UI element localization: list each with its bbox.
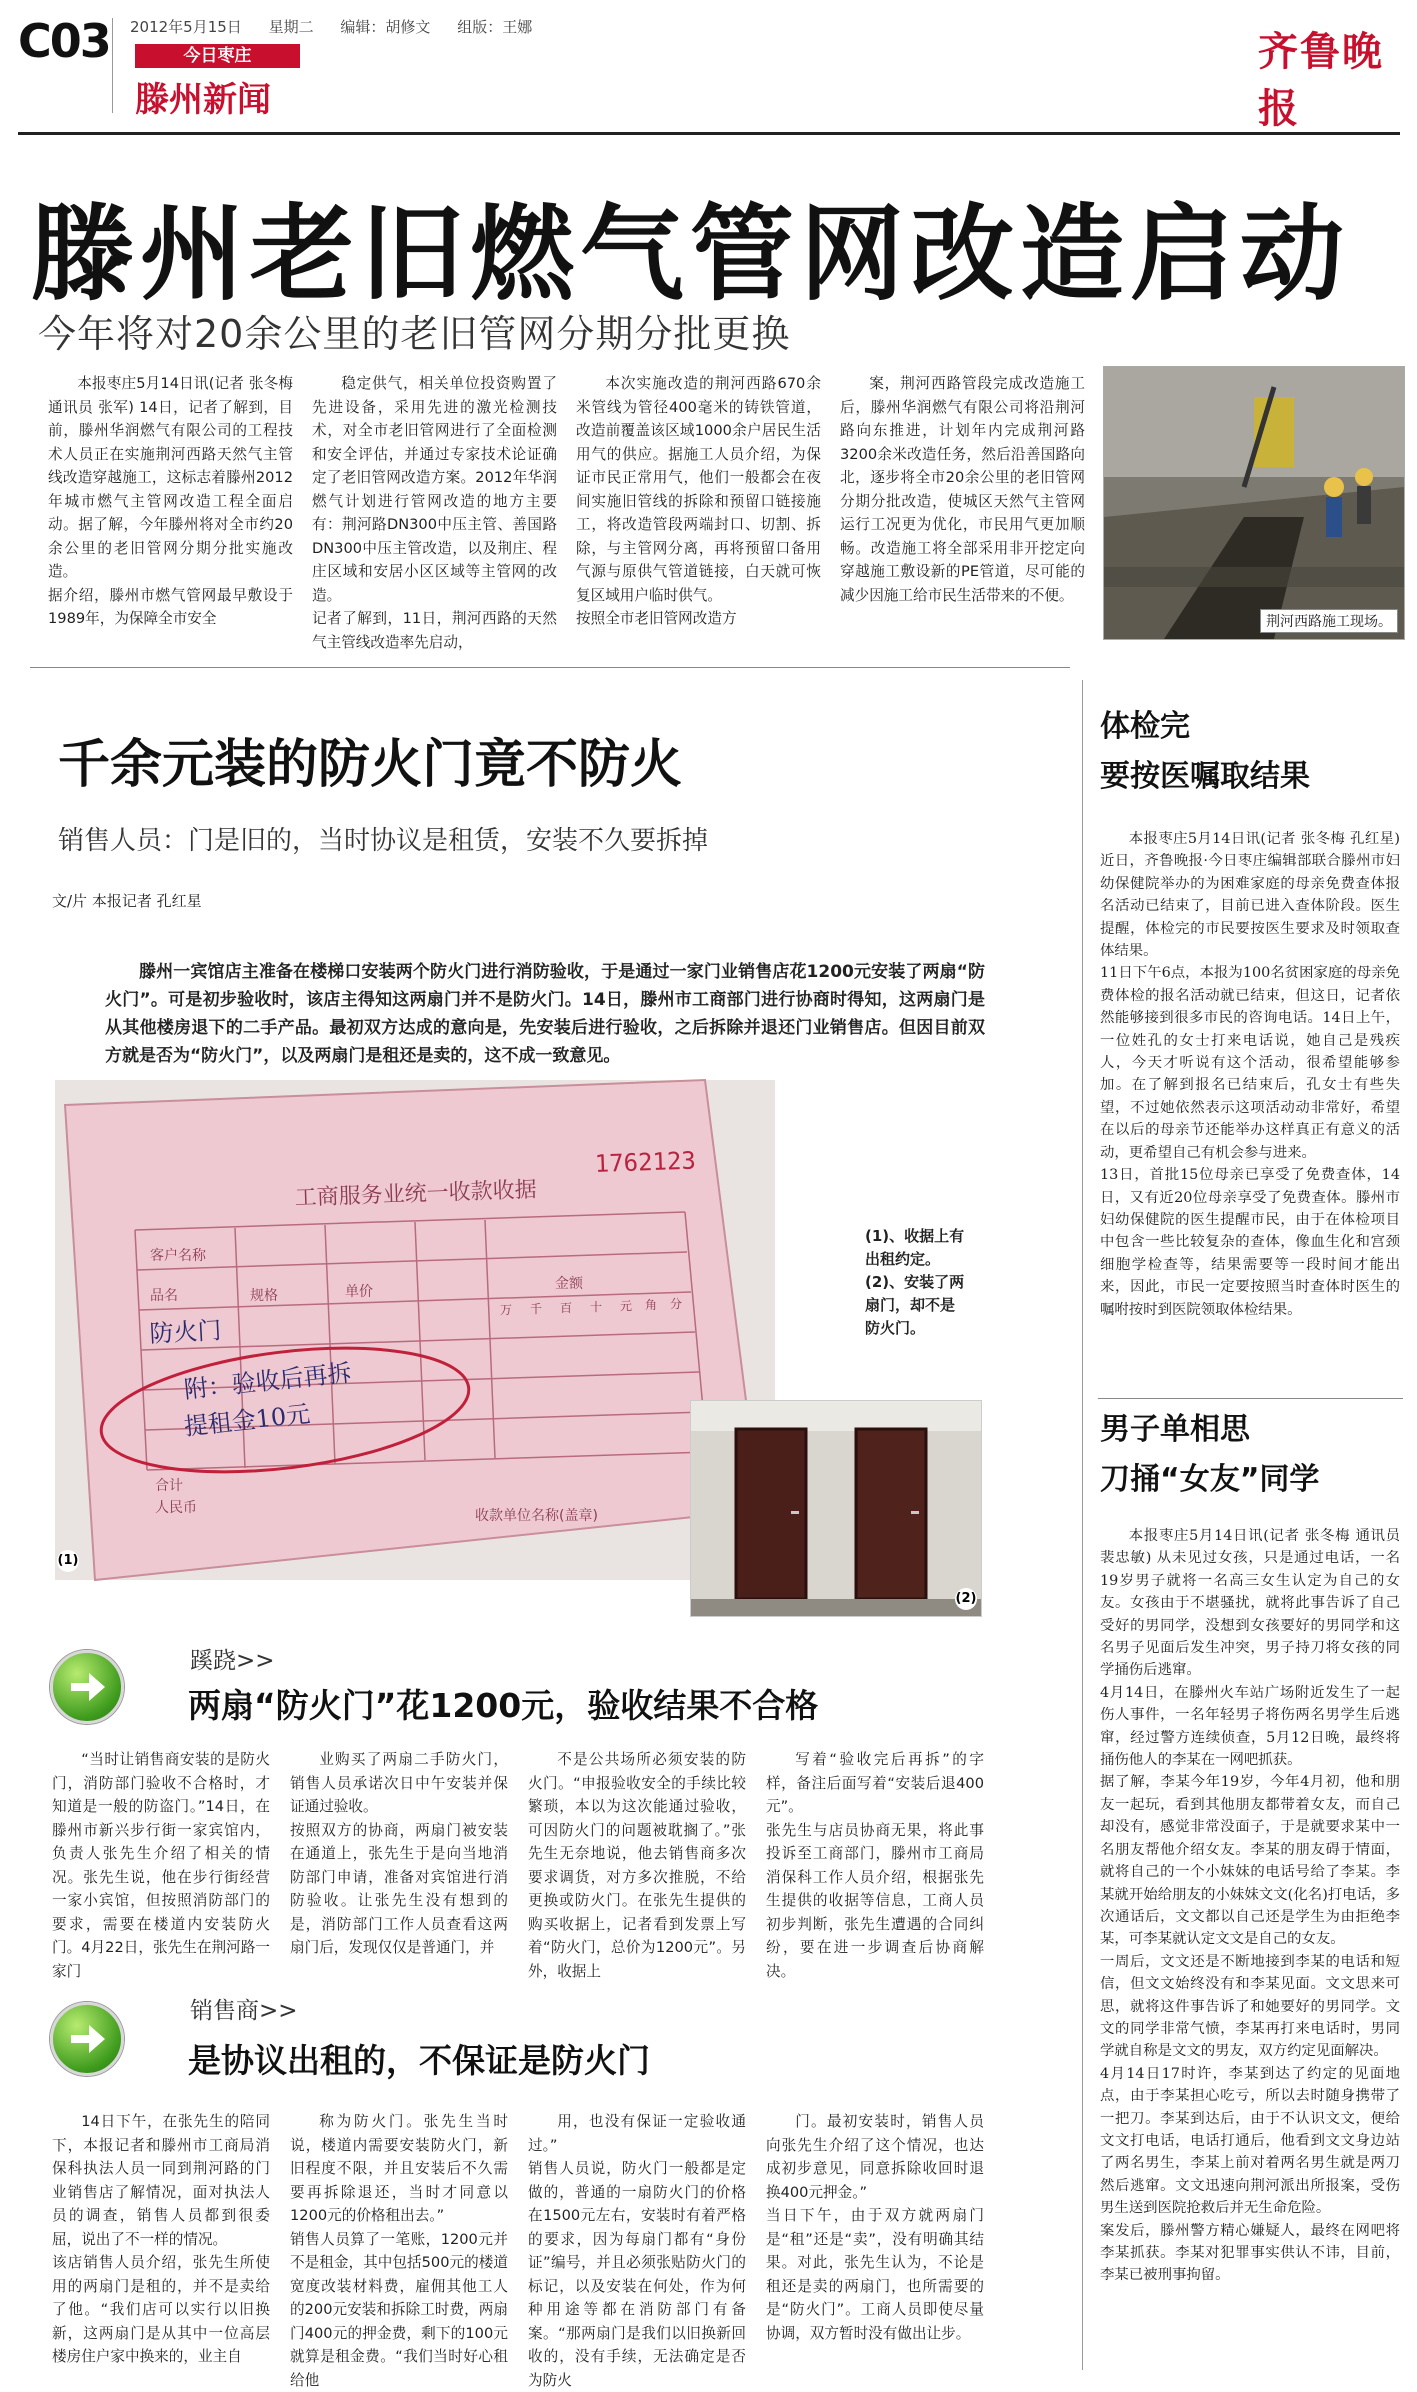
firedoor-intro [105,958,985,1070]
photo-side-caption-text: (1)、收据上有出租约定。 (2)、安装了两扇门，却不是防火门。 [865,1227,965,1337]
receipt-footer: 收款单位名称(盖章) [475,1508,598,1524]
firedoor-deck: 销售人员：门是旧的，当时协议是租赁，安装不久要拆掉 [58,826,709,856]
sidebar-story1-text: 本报枣庄5月14日讯(记者 张冬梅 孔红星) 近日，齐鲁晚报·今日枣庄编辑部联合滕州市妇幼保健院举办的为困难家庭的母亲免费查体报名活动已结束了，目前已进入查体阶段。医生提醒，体检完的市民要按医生要求及时领取查体结果。 11日下午6点，本报为100名贫困家庭的母亲免费体检的报名活动就已结束，但这日，记者依然能够接到很多市民的咨询电话。14日上午，一位姓孔的女士打来电话说，她自己是残疾人，今天才听说有这个活动，很希望能够参加。在了解到报名已结束后，孔女士有些失望，不过她依然表示这项活动动非常好，希望在以后的母亲节还能举办这样真正有意义的活动，更希望自己有机会参与进来。 13日，首批15位母亲已享受了免费查体，14日，又有近20位母亲享受了免费查体。滕州市妇幼保健院的医生提醒市民，由于在体检项目中包含一些比较复杂的查体，像血生化和宫颈细胞学检查等，结果需要等一段时间才能出来，因此，市民一定要按照当时查体时医生的嘱咐按时到医院领取体检结果。 [1100,831,1400,1318]
lead-column-4 [840,372,1085,637]
section1-column-text: “当时让销售商安装的是防火门，消防部门验收不合格时，才知道是一般的防盗门。”14日，在滕州市新兴步行街一家宾馆内，负责人张先生介绍了相关的情况。张先生说，他在步行街经营一家小宾馆，但按照消防部门的要求，需要在楼道内安装防火门。4月22日，张先生在荆河路一家门 [52,1751,270,1980]
section2-column-text: 用，也没有保证一定验收通过。” 销售人员说，防火门一般都是定做的，普通的一扇防火门的价格在1500元左右，安装时有着严格的要求，因为每扇门都有“身份证”编号，并且必须张贴防火门的标记，以及安装在何处，作为何种用途等都在消防部门有备案。“那两扇门是我们以旧换新回收的，没有手续，无法确定是否为防火 [528,2113,746,2389]
lead-column-3 [576,372,821,637]
receipt-digit-col: 元 [620,1299,633,1313]
section2-kicker: 销售商>> [190,1998,298,2024]
section1-column-4 [766,1748,984,1988]
doors-image [691,1401,981,1616]
photo-side-caption [865,1225,965,1340]
receipt-digit-col: 十 [590,1300,603,1314]
page-number: C03 [18,14,110,68]
lead-column-2 [312,372,557,651]
sidebar-story-divider [1098,1398,1403,1399]
construction-photo-caption: 荆河西路施工现场。 [1260,609,1398,633]
construction-photo [1103,366,1405,640]
section2-column-text: 称为防火门。张先生当时说，楼道内需要安装防火门，新旧程度不限，并且安装后不久需要再拆除退还，当时才同意以1200元的价格租出去。” 销售人员算了一笔账，1200元并不是租金，其中包括500元的楼道宽度改装材料费，雇佣其他工人的200元安装和拆除工时费，两扇门400元的押金费，剩下的100元就算是租金费。“我们当时好心租给他 [290,2113,508,2389]
photo-label-1: (1) [57,1550,79,1572]
section1-arrow-badge [50,1650,124,1724]
layout-credit: 组版：王娜 [457,18,533,36]
editor-credit: 编辑：胡修文 [340,18,431,36]
issue-date: 2012年5月15日 [130,18,242,36]
receipt-title: 工商服务业统一收款收据 [294,1177,538,1211]
section1-kicker: 蹊跷>> [190,1648,275,1674]
doors-photo [690,1400,982,1617]
section2-column-text: 门。最初安装时，销售人员向张先生介绍了这个情况，也达成初步意见，同意拆除收回时退换400元押金。” 当日下午，由于双方就两扇门是“租”还是“卖”，没有明确其结果。对此，张先生认为，不论是租还是卖的两扇门，也所需要的是“防火门”。工商人员即使尽量协调，双方暂时没有做出让步。 [766,2113,984,2342]
sidebar-story1-body [1100,828,1400,1388]
sidebar-story2-title [1100,1405,1319,1505]
sidebar-story2-title-line2: 刀捅“女友”同学 [1100,1462,1320,1497]
section2-arrow-badge [50,2002,124,2076]
receipt-digit-col: 百 [560,1301,573,1315]
newspaper-logo: 齐鲁晚报 [1258,28,1384,132]
sidebar-divider [1082,680,1083,2370]
masthead-rule [18,132,1400,135]
section2-column-4 [766,2110,984,2372]
receipt-handwriting-note: 附：验收后再拆 [182,1358,353,1404]
section1-column-text: 不是公共场所必须安装的防火门。“申报验收安全的手续比较繁琐，本以为这次能通过验收，可因防火门的问题被耽搁了。”张先生无奈地说，他去销售商多次要求调货，对方多次推脱，不给更换或防火门。在张先生提供的购买收据上，记者看到发票上写着“防火门，总价为1200元”。另外，收据上 [528,1751,746,1980]
receipt-digit-col: 分 [670,1297,683,1311]
lead-headline: 滕州老旧燃气管网改造启动 [30,193,1351,315]
sidebar-story2-title-line1: 男子单相思 [1100,1412,1250,1447]
section-divider [30,667,1070,668]
construction-scene-image [1104,367,1404,639]
section1-column-1 [52,1748,270,1988]
sidebar-story2-text: 本报枣庄5月14日讯(记者 张冬梅 通讯员 裴忠敏) 从未见过女孩，只是通过电话，一名19岁男子就将一名高三女生认定为自己的女友。女孩由于不堪骚扰，就将此事告诉了自己受好的男同学，没想到女孩要好的男同学和这名男子见面后发生冲突，男子持刀将女孩的同学捅伤后逃窜。 4月14日，在滕州火车站广场附近发生了一起伤人事件，一名年轻男子将伤两名男学生后逃窜，经过警方连续侦查，5月12日晚，最终将捅伤他人的李某在一网吧抓获。 据了解，李某今年19岁，今年4月初，他和朋友一起玩，看到其他朋友都带着女友，而自己却没有，感觉非常没面子，于是就要求某中一名朋友帮他介绍女友。李某的朋友碍于情面，就将自己的一个小妹妹的电话号给了李某。李某就开始给朋友的小妹妹文文(化名)打电话，多次通话后，文文都以自己还是学生为由拒绝李某，可李某就认定文文是自己的女友。 一周后，文文还是不断地接到李某的电话和短信，但文文始终没有和李某见面。文文思来可思，就将这件事告诉了和她要好的男同学。文文的同学非常气愤，李某再打来电话时，男同学就自称是文文的男友，双方约定见面解决。 4月14日17时许，李某到达了约定的见面地点，由于李某担心吃亏，所以去时随身携带了一把刀。李某到达后，由于不认识文文，便给文文打电话，电话打通后，他看到文文身边站了两名男生，李某上前对着两名男生就是两刀然后逃窜。文文迅速向荆河派出所报案，受伤男生送到医院抢救后并无生命危险。 案发后，滕州警方精心嫌疑人，最终在网吧将李某抓获。李某对犯罪事实供认不讳，目前，李某已被刑事拘留。 [1100,1528,1400,2284]
receipt-item-label: 品名 [150,1288,178,1304]
receipt-photo [55,1080,775,1580]
section2-title: 是协议出租的，不保证是防火门 [188,2041,650,2080]
section-tag: 今日枣庄 [135,44,300,68]
arrow-right-icon [53,2005,121,2073]
receipt-serial: 1762123 [594,1146,697,1178]
receipt-rmb-label: 人民币 [155,1500,197,1516]
lead-column-text: 稳定供气，相关单位投资购置了先进设备，采用先进的激光检测技术，对全市老旧管网进行了全面检测和安全评估，并通过专家技术论证确定了老旧管网改造方案。2012年华润燃气计划进行管网改造的地方主要有：荆河路DN300中压主管、善国路DN300中压主管改造，以及荆庄、程庄区域和安居小区区域等主管网的改造。 记者了解到，11日，荆河西路的天然气主管线改造率先启动， [312,375,557,651]
issue-weekday: 星期二 [268,18,314,36]
masthead-divider [112,18,113,113]
section1-column-text: 业购买了两扇二手防火门，销售人员承诺次日中午安装并保证通过验收。 按照双方的协商，两扇门被安装在通道上，张先生于是向当地消防部门申请，准备对宾馆进行消防验收。让张先生没有想到的是，消防部门工作人员查看这两扇门后，发现仅仅是普通门，并 [290,1751,508,1956]
receipt-digit-col: 角 [645,1298,658,1312]
lead-subhead: 今年将对20余公里的老旧管网分期分批更换 [38,312,791,356]
lead-column-1 [48,372,293,637]
receipt-handwriting-rent: 提租金10元 [182,1399,312,1441]
receipt-spec-label: 规格 [250,1288,278,1304]
section2-column-2 [290,2110,508,2389]
receipt-image [55,1080,775,1580]
section2-column-1 [52,2110,270,2372]
receipt-total-label: 合计 [155,1478,183,1494]
receipt-digit-col: 万 [500,1303,513,1317]
section1-title: 两扇“防火门”花1200元，验收结果不合格 [188,1686,819,1725]
firedoor-intro-text: 滕州一宾馆店主准备在楼梯口安装两个防火门进行消防验收，于是通过一家门业销售店花1200元安装了两扇“防火门”。可是初步验收时，该店主得知这两扇门并不是防火门。14日，滕州市工商部门进行协商时得知，这两扇门是从其他楼房退下的二手产品。最初双方达成的意向是，先安装后进行验收，之后拆除并退还门业销售店。但因目前双方就是否为“防火门”，以及两扇门是租还是卖的，这不成一致意见。 [105,962,985,1066]
receipt-handwriting-item: 防火门 [148,1316,223,1348]
sidebar-story1-title [1100,702,1310,802]
sidebar-story2-body [1100,1525,1400,2373]
section1-column-2 [290,1748,508,1988]
receipt-customer-label: 客户名称 [150,1248,206,1264]
section2-column-text: 14日下午，在张先生的陪同下，本报记者和滕州市工商局消保科执法人员一同到荆河路的门业销售店了解情况，面对执法人员的调查，销售人员都到很委屈，说出了不一样的情况。 该店销售人员介绍，张先生所使用的两扇门是租的，并不是卖给了他。“我们店可以实行以旧换新，这两扇门是从其中一位高层楼房住户家中换来的，业主自 [52,2113,270,2365]
lead-column-text: 本次实施改造的荆河西路670余米管线为管径400毫米的铸铁管道，改造前覆盖该区域1000余户居民生活用气的供应。据施工人员介绍，为保证市民正常用气，他们一般都会在夜间实施旧管线的拆除和预留口链接施工，将改造管段两端封口、切割、拆除，与主管网分离，再将预留口备用气源与原供气管道链接，白天就可恢复区域用户临时供气。 按照全市老旧管网改造方 [576,375,821,627]
photo-label-2: (2) [955,1588,977,1610]
section1-column-3 [528,1748,746,1988]
sidebar-story1-title-line2: 要按医嘱取结果 [1100,759,1310,794]
section-name: 滕州新闻 [135,80,271,120]
masthead-info [130,16,554,37]
section2-column-3 [528,2110,746,2389]
lead-column-text: 案，荆河西路管段完成改造施工后，滕州华润燃气有限公司将沿荆河路向东推进，计划年内完成荆河路3200余米改造任务，然后沿善国路向北，逐步将全市20余公里的老旧管网分期分批改造，使城区天然气主管网运行工况更为优化，市民用气更加顺畅。改造施工将全部采用非开挖定向穿越施工敷设新的PE管道，尽可能的减少因施工给市民生活带来的不便。 [840,375,1085,604]
receipt-digit-col: 千 [530,1302,543,1316]
sidebar-story1-title-line1: 体检完 [1100,709,1190,744]
receipt-amount-label: 金额 [555,1276,583,1292]
receipt-price-label: 单价 [345,1284,373,1300]
firedoor-headline: 千余元装的防火门竟不防火 [58,735,683,795]
lead-column-text: 本报枣庄5月14日讯(记者 张冬梅 通讯员 张军) 14日，记者了解到，目前，滕州华润燃气有限公司的工程技术人员正在实施荆河西路天然气主管线改造穿越施工，这标志着滕州2012年城市燃气主管网改造工程全面启动。据了解，今年滕州将对全市约20余公里的老旧管网分期分批实施改造。 据介绍，滕州市燃气管网最早敷设于1989年，为保障全市安全 [48,375,293,627]
firedoor-byline: 文/片 本报记者 孔红星 [52,892,202,910]
section1-column-text: 写着“验收完后再拆”的字样，备注后面写着“安装后退400元”。 张先生与店员协商无果，将此事投诉至工商部门，滕州市工商局消保科工作人员介绍，根据张先生提供的收据等信息，工商人员初步判断，张先生遭遇的合同纠纷，要在进一步调查后协商解决。 [766,1751,984,1980]
arrow-right-icon [53,1653,121,1721]
